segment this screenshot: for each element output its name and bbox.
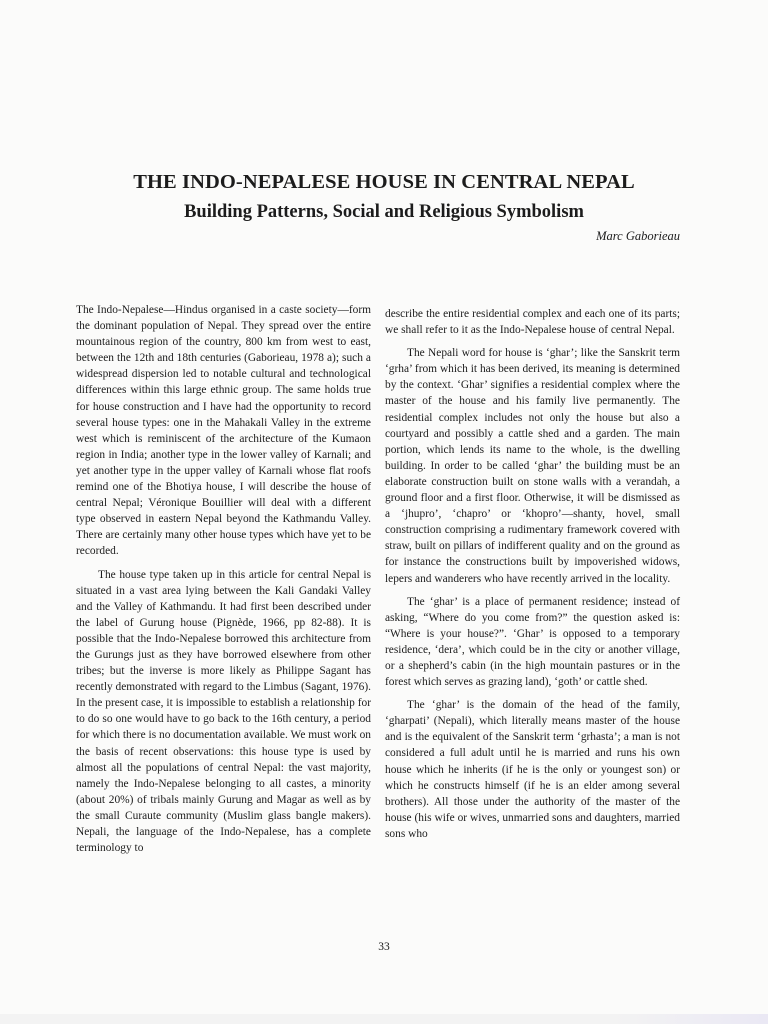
paragraph: The ‘ghar’ is the domain of the head of the family, ‘gharpati’ (Nepali), which literally means master of the house and is the equivalent of the Sanskrit term ‘grhasta’; a man is not considered a full adult until he is married and runs his own house which he inherits (if he is the only or youngest son) or which he constructs himself (if he is an elder among several brothers). All those under the authority of the master of the house (his wife or wives, unmarried sons and daughters, married sons who [385,699,680,840]
page-number: 33 [378,941,390,953]
paragraph: describe the entire residential complex and each one of its parts; we shall refer to it as the Indo-Nepalese house of central Nepal. [385,308,680,337]
paragraph: The house type taken up in this article for central Nepal is situated in a vast area lying between the Kali Gandaki Valley and the Valley of Kathmandu. It had first been described under the label of Gurung house (Pignède, 1966, pp 82-88). It is possible that the Indo-Nepalese borrowed this architecture from the Gurungs just as they have borrowed elsewhere from other tribes; but the inverse is more likely as Philippe Sagant has recently demonstrated with regard to the Limbus (Sagant, 1976). In the present case, it is impossible to establish a relationship for to do so one would have to go back to the 16th century, a period for which there is no documentation available. We must work on the basis of recent observations: this house type is used by almost all the populations of central Nepal: the vast majority, namely the Indo-Nepalese belonging to all castes, a minority (about 20%) of tribals mainly Gurung and Magar as well as by the small Curaute community (Muslim glass bangle makers). Nepali, the language of the Indo-Nepalese, has a complete terminology to [76,568,371,855]
scan-edge [0,1014,768,1024]
article-subtitle: Building Patterns, Social and Religious Symbolism [184,202,584,222]
left-column [76,302,371,863]
right-column [385,306,680,849]
paragraph: The ‘ghar’ is a place of permanent residence; instead of asking, “Where do you come from?” the question asked is: “Where is your house?”. ‘Ghar’ is opposed to a temporary residence, ‘dera’, which could be in the city or another village, or a shepherd’s cabin (in the high mountain pastures or in the forest which serves as grazing land), ‘goth’ or cattle shed. [385,595,680,689]
paragraph: The Indo-Nepalese—Hindus organised in a caste society—form the dominant population of Nepal. They spread over the entire mountainous region of the country, 800 km from west to east, between the 12th and 18th centuries (Gaborieau, 1978 a); such a widespread dispersion led to notable cultural and technological differences within this large ethnic group. The same holds true for house construction and I have had the opportunity to record several house types: one in the Mahakali Valley in the extreme west which is reminiscent of the architecture of the Kumaon region in India; another type in the lower valley of Karnali; and yet another type in the upper valley of Karnali whose flat roofs remind one of the Bhotiya house, I will describe the house of central Nepal; Véronique Bouillier will deal with a different type observed in eastern Nepal beyond the Kathmandu Valley. There are certainly many other house types which have yet to be recorded. [76,304,371,558]
author-name: Marc Gaborieau [596,229,680,243]
paragraph: The Nepali word for house is ‘ghar’; like the Sanskrit term ‘grha’ from which it has been derived, its meaning is determined by the context. ‘Ghar’ signifies a residential complex where the master of the house and his family live permanently. The residential complex includes not only the house but also a courtyard and possibly a cattle shed and a garden. The main portion, which lends its name to the whole, is the dwelling building. In order to be called ‘ghar’ the building must be an elaborate construction built on stone walls with a verandah, a ground floor and a first floor. Otherwise, it will be dismissed as a ‘jhupro’, ‘chapro’ or ‘khopro’—shanty, hovel, small construction comprising a rudimentary framework covered with straw, built on pillars of indifferent quality and on the ground as for instance the constructions built by impoverished widows, lepers and wanderers who have recently arrived in the locality. [385,347,680,585]
article-title: THE INDO-NEPALESE HOUSE IN CENTRAL NEPAL [133,171,635,193]
